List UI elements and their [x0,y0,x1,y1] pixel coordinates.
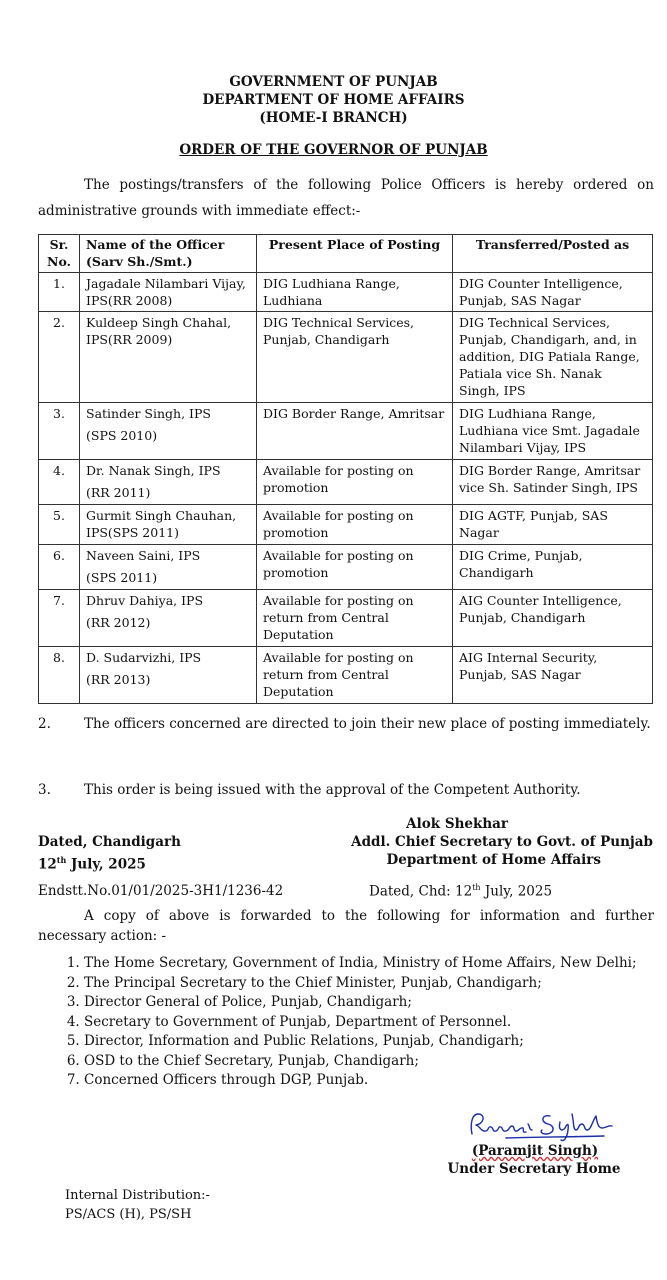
row-transferred: DIG AGTF, Punjab, SAS Nagar [453,505,653,545]
row-transferred: AIG Internal Security, Punjab, SAS Nagar [453,647,653,704]
row-present: DIG Border Range, Amritsar [257,403,453,460]
row-batch: (RR 2011) [86,485,151,500]
dated-month-year: July, 2025 [66,856,146,873]
paragraph-2-text: The officers concerned are directed to join their new place of posting immediately. [84,716,651,732]
signatory-department: Department of Home Affairs [386,852,601,868]
table-row [39,505,653,545]
table-row [39,647,653,704]
row-name: Dr. Nanak Singh, IPS [86,463,221,478]
signatory-designation: Addl. Chief Secretary to Govt. of Punjab [351,834,653,850]
table-header-row [39,235,653,273]
row-name-cell [80,545,257,590]
row-name-cell [80,403,257,460]
row-name: D. Sudarvizhi, IPS [86,650,202,665]
row-present: Available for posting on return from Central Deputation [257,647,453,704]
internal-distribution [65,1186,210,1224]
row-batch: (RR 2013) [86,672,151,687]
row-present: DIG Ludhiana Range, Ludhiana [257,273,453,312]
order-title: ORDER OF THE GOVERNOR OF PUNJAB [179,142,488,158]
copy-forward-intro: A copy of above is forwarded to the following for information and further necessary action: - [38,908,654,944]
row-name-cell [80,460,257,505]
dated-place: Dated, Chandigarh [38,834,181,850]
row-present: Available for posting on promotion [257,460,453,505]
row-transferred: AIG Counter Intelligence, Punjab, Chandigarh [453,590,653,647]
recipients-list [42,954,667,1091]
row-transferred: DIG Counter Intelligence, Punjab, SAS Nagar [453,273,653,312]
header-name: Name of the Officer (Sarv Sh./Smt.) [80,235,257,273]
row-batch: (SPS 2010) [86,428,158,443]
row-sr: 3. [39,403,80,460]
under-secretary-name-text: (Paramjit Singh) [471,1143,599,1159]
header-sr: Sr. No. [39,235,80,273]
row-batch: (RR 2012) [86,615,151,630]
govt-title: GOVERNMENT OF PUNJAB [229,74,438,90]
table-row [39,590,653,647]
row-transferred: DIG Crime, Punjab, Chandigarh [453,545,653,590]
endorsement-date [369,883,552,900]
department-title: DEPARTMENT OF HOME AFFAIRS [202,92,465,108]
row-transferred: DIG Technical Services, Punjab, Chandigarh, and, in addition, DIG Patiala Range, Patiala vice Sh. Nanak Singh, IPS [453,312,653,403]
signatory-name: Alok Shekhar [406,816,508,832]
row-sr: 4. [39,460,80,505]
row-sr: 6. [39,545,80,590]
postings-table [38,234,653,704]
list-item: 5. Director, Information and Public Relations, Punjab, Chandigarh; [84,1032,667,1052]
row-sr: 5. [39,505,80,545]
dated-date [38,851,146,874]
row-name: Gurmit Singh Chauhan, IPS(SPS 2011) [80,505,257,545]
row-batch: (SPS 2011) [86,570,158,585]
row-name: Naveen Saini, IPS [86,548,201,563]
table-row [39,312,653,403]
header-transferred: Transferred/Posted as [453,235,653,273]
row-present: Available for posting on promotion [257,505,453,545]
list-item: 6. OSD to the Chief Secretary, Punjab, Chandigarh; [84,1052,667,1072]
row-present: DIG Technical Services, Punjab, Chandigarh [257,312,453,403]
endorsement-number: Endstt.No.01/01/2025-3H1/1236-42 [38,883,284,899]
handwritten-signature [466,1110,621,1144]
row-transferred: DIG Ludhiana Range, Ludhiana vice Smt. Jagadale Nilambari Vijay, IPS [453,403,653,460]
table-row [39,403,653,460]
dated-day-suffix: th [56,855,67,865]
table-row [39,460,653,505]
row-sr: 8. [39,647,80,704]
row-transferred: DIG Border Range, Amritsar vice Sh. Satinder Singh, IPS [453,460,653,505]
paragraph-3 [38,777,654,803]
header-present: Present Place of Posting [257,235,453,273]
branch-title: (HOME-I BRANCH) [259,110,408,126]
row-sr: 7. [39,590,80,647]
list-item: 3. Director General of Police, Punjab, Chandigarh; [84,993,667,1013]
row-name: Satinder Singh, IPS [86,406,211,421]
endorsement-date-suffix: th [472,883,481,892]
paragraph-3-number: 3. [38,782,51,798]
under-secretary-designation: Under Secretary Home [447,1161,621,1177]
internal-distribution-label: Internal Distribution:- [65,1188,210,1203]
internal-distribution-value: PS/ACS (H), PS/SH [65,1207,192,1222]
list-item: 2. The Principal Secretary to the Chief Minister, Punjab, Chandigarh; [84,974,667,994]
intro-paragraph: The postings/transfers of the following Police Officers is hereby ordered on administrative grounds with immediate effect:- [38,177,654,219]
paragraph-3-text: This order is being issued with the approval of the Competent Authority. [84,782,581,798]
row-sr: 1. [39,273,80,312]
endorsement-date-rest: July, 2025 [480,883,553,900]
row-sr: 2. [39,312,80,403]
list-item: 4. Secretary to Government of Punjab, Department of Personnel. [84,1013,667,1033]
table-row [39,273,653,312]
row-name: Kuldeep Singh Chahal, IPS(RR 2009) [80,312,257,403]
paragraph-2 [38,711,654,737]
dated-day: 12 [38,856,57,873]
row-name-cell [80,590,257,647]
paragraph-2-number: 2. [38,716,51,732]
table-row [39,545,653,590]
row-present: Available for posting on return from Central Deputation [257,590,453,647]
under-secretary-name [440,1142,630,1161]
row-name: Dhruv Dahiya, IPS [86,593,204,608]
row-name: Jagadale Nilambari Vijay, IPS(RR 2008) [80,273,257,312]
row-present: Available for posting on promotion [257,545,453,590]
row-name-cell [80,647,257,704]
endorsement-date-prefix: Dated, Chd: 12 [369,883,473,900]
list-item: 7. Concerned Officers through DGP, Punjab. [84,1071,667,1091]
list-item: 1. The Home Secretary, Government of India, Ministry of Home Affairs, New Delhi; [84,954,667,974]
